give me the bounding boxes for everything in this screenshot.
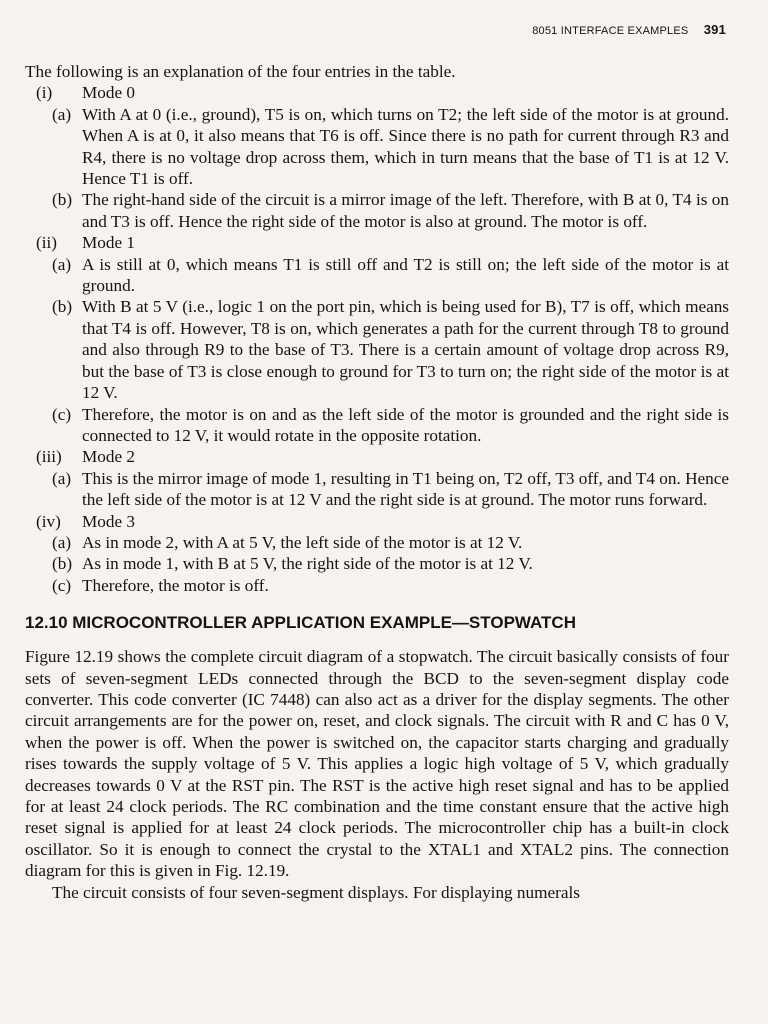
item-label: (b) (52, 297, 73, 317)
item-label: (b) (52, 190, 73, 210)
list-item (25, 296, 729, 403)
item-label: (a) (52, 532, 72, 552)
mode-title: Mode 3 (82, 511, 135, 531)
item-text: Therefore, the motor is off. (82, 575, 269, 595)
mode-heading (25, 232, 729, 253)
list-item (25, 104, 729, 190)
section-heading: 12.10 MICROCONTROLLER APPLICATION EXAMPLE—STOPWATCH (25, 613, 576, 633)
list-item (25, 532, 729, 553)
page-body (25, 61, 729, 903)
mode-heading (25, 446, 729, 467)
item-text: A is still at 0, which means T1 is still off and T2 is still on; the left side of the motor is at ground. (82, 254, 729, 296)
mode-title: Mode 1 (82, 233, 135, 253)
mode-block-2 (25, 446, 729, 510)
item-text: Therefore, the motor is on and as the left side of the motor is grounded and the right side is connected to 12 V, it would rotate in the opposite rotation. (82, 404, 729, 445)
mode-title: Mode 2 (82, 447, 135, 467)
list-item (25, 189, 729, 232)
mode-number: (iii) (36, 447, 62, 467)
mode-number: (iv) (36, 511, 61, 531)
item-text: This is the mirror image of mode 1, resulting in T1 being on, T2 off, T3 off, and T4 on. Hence the left side of the motor is at 12 V and the right side is at ground. The motor runs forward. (82, 468, 729, 510)
list-item (25, 468, 729, 511)
item-text: The right-hand side of the circuit is a mirror image of the left. Therefore, with B at 0, T4 is on and T3 is off. Hence the right side of the motor is also at ground. The motor is off. (82, 190, 729, 231)
mode-number: (ii) (36, 233, 57, 253)
running-title: 8051 INTERFACE EXAMPLES (532, 25, 689, 37)
mode-heading (25, 82, 729, 103)
list-item (25, 553, 729, 574)
body-paragraph: The circuit consists of four seven-segment displays. For displaying numerals (52, 882, 580, 902)
item-text: As in mode 1, with B at 5 V, the right side of the motor is at 12 V. (82, 554, 533, 574)
page-number: 391 (703, 22, 726, 37)
item-label: (c) (52, 575, 72, 595)
intro-paragraph: The following is an explanation of the four entries in the table. (25, 62, 456, 81)
item-label: (a) (52, 104, 72, 124)
mode-title: Mode 0 (82, 83, 135, 103)
list-item (25, 575, 729, 596)
mode-block-3 (25, 511, 729, 597)
item-label: (a) (52, 254, 72, 274)
item-text: With B at 5 V (i.e., logic 1 on the port pin, which is being used for B), T7 is off, which means that T4 is off. However, T8 is on, which generates a path for the current through T8 to ground and also through R9 to the base of T3. There is a certain amount of voltage drop across R9, but the base of T3 is close enough to ground for T3 to turn on; the right side of the motor is at 12 V. (82, 297, 729, 403)
mode-heading (25, 511, 729, 532)
list-item (25, 404, 729, 447)
mode-block-1 (25, 232, 729, 446)
list-item (25, 254, 729, 297)
mode-number: (i) (36, 83, 53, 103)
item-label: (c) (52, 404, 72, 424)
mode-block-0 (25, 82, 729, 232)
item-text: With A at 0 (i.e., ground), T5 is on, which turns on T2; the left side of the motor is at ground. When A is at 0, it also means that T6 is off. Since there is no path for current through R3 and R4, there is no voltage drop across them, which in turn means that the base of T1 is at 12 V. Hence T1 is off. (82, 104, 729, 189)
item-label: (b) (52, 554, 73, 574)
item-text: As in mode 2, with A at 5 V, the left side of the motor is at 12 V. (82, 532, 523, 552)
item-label: (a) (52, 468, 72, 488)
body-paragraph: Figure 12.19 shows the complete circuit diagram of a stopwatch. The circuit basically consists of four sets of seven-segment LEDs connected through the BCD to the seven-segment display code converter. This code converter (IC 7448) can also act as a driver for the display segments. The other circuit arrangements are for the power on, reset, and clock signals. The circuit with R and C has 0 V, when the power is off. When the power is switched on, the capacitor starts charging and gradually rises towards the supply voltage of 5 V. This applies a logic high voltage of 5 V, which gradually decreases towards 0 V at the RST pin. The RST is the active high reset signal and has to be applied for at least 24 clock periods. The RC combination and the time constant ensure that the active high reset signal is applied for at least 24 clock periods. The microcontroller chip has a built-in clock oscillator. So it is enough to connect the crystal to the XTAL1 and XTAL2 pins. The connection diagram for this is given in Fig. 12.19. (25, 647, 729, 881)
running-head (532, 22, 726, 37)
